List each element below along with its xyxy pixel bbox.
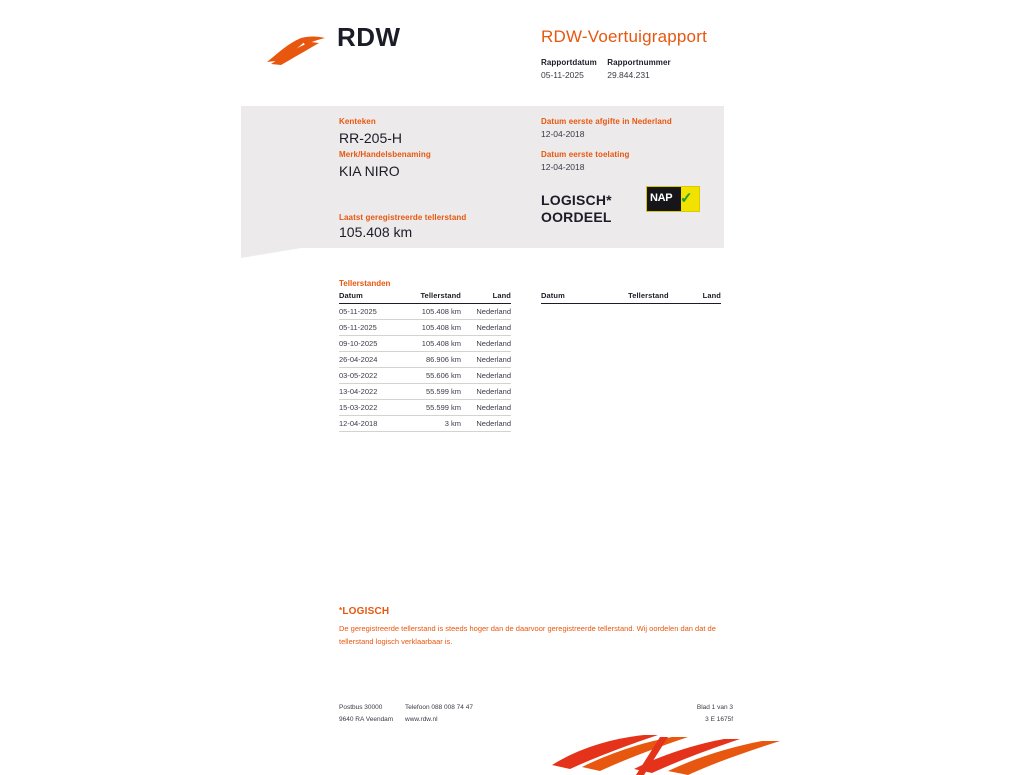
footer-address [339,702,403,726]
cell-land: Nederland [461,320,511,336]
col-datum: Datum [541,291,604,304]
footer-right [640,702,733,726]
col-tellerstand: Tellerstand [604,291,669,304]
footer-contact [405,702,525,726]
cell-land: Nederland [461,352,511,368]
cell-tellerstand: 105.408 km [399,336,461,352]
nap-logo [646,186,700,212]
cell-datum: 15-03-2022 [339,400,399,416]
cell-tellerstand: 55.606 km [399,368,461,384]
table-row [339,384,511,400]
rdw-logo-icon [265,34,333,68]
col-datum: Datum [339,291,399,304]
rdw-logo [265,22,505,72]
cell-datum: 09-10-2025 [339,336,399,352]
cell-tellerstand: 105.408 km [399,320,461,336]
tellerstanden-table-left [339,291,511,432]
cell-tellerstand: 86.906 km [399,352,461,368]
cell-datum: 03-05-2022 [339,368,399,384]
col-land: Land [461,291,511,304]
cell-datum: 13-04-2022 [339,384,399,400]
tellerstanden-table-right [541,291,721,304]
kenteken-label: Kenteken [339,117,376,126]
meta-rapportnummer-value: 29.844.231 [607,70,650,80]
footnote-title [339,606,389,617]
oordeel-block [541,192,612,226]
cell-datum: 05-11-2025 [339,320,399,336]
eerste-toelating-label: Datum eerste toelating [541,150,630,159]
cell-datum: 05-11-2025 [339,304,399,320]
merk-value: KIA NIRO [339,163,400,179]
report-title: RDW-Voertuigrapport [541,27,707,46]
check-icon: ✓ [680,190,693,207]
col-tellerstand: Tellerstand [399,291,461,304]
cell-tellerstand: 55.599 km [399,384,461,400]
oordeel-line-2: OORDEEL [541,209,612,225]
table-header-row [339,291,511,304]
rdw-wordmark: RDW [337,22,401,52]
report-meta [541,58,727,80]
oordeel-line-1: LOGISCH* [541,192,612,208]
table-row [339,368,511,384]
eerste-toelating-value: 12-04-2018 [541,162,585,172]
cell-tellerstand: 105.408 km [399,304,461,320]
kenteken-value: RR-205-H [339,130,403,146]
cell-land: Nederland [461,304,511,320]
table-row [339,400,511,416]
cell-land: Nederland [461,416,511,432]
table-header-row [541,291,721,304]
footer-phone: Telefoon 088 008 74 47 [405,704,473,711]
panel-notch [241,248,301,258]
summary-panel [241,106,724,248]
footer-address-line-2: 9640 RA Veendam [339,716,394,723]
table-row [339,352,511,368]
table-row [339,320,511,336]
cell-land: Nederland [461,336,511,352]
footnote-body: De geregistreerde tellerstand is steeds hoger dan de daarvoor geregistreerde tellerstand. Wij oordelen dan dat de tellerstand logisch verklaarbaar is. [339,624,716,646]
eerste-afgifte-value: 12-04-2018 [541,129,585,139]
tellerstand-value: 105.408 km [339,224,413,240]
footer-website[interactable]: www.rdw.nl [405,716,438,723]
cell-land: Nederland [461,368,511,384]
cell-tellerstand: 3 km [399,416,461,432]
bottom-decorative-graphic [548,735,788,775]
meta-rapportdatum-value: 05-11-2025 [541,70,584,80]
merk-label: Merk/Handelsbenaming [339,150,431,159]
meta-rapportnummer-label: Rapportnummer [607,58,671,67]
table-row [339,336,511,352]
eerste-afgifte-label: Datum eerste afgifte in Nederland [541,117,672,126]
page-info: Blad 1 van 3 [696,704,733,711]
footer-address-line-1: Postbus 30000 [339,704,383,711]
cell-land: Nederland [461,384,511,400]
cell-datum: 26-04-2024 [339,352,399,368]
meta-rapportnummer [607,58,727,80]
footnote-title-text: LOGISCH [342,606,390,617]
cell-datum: 12-04-2018 [339,416,399,432]
doc-code: 3 E 1675f [705,716,733,723]
tellerstanden-title: Tellerstanden [339,279,391,288]
nap-logo-text: NAP [650,192,673,204]
cell-tellerstand: 55.599 km [399,400,461,416]
table-row [339,304,511,320]
table-row [339,416,511,432]
cell-land: Nederland [461,400,511,416]
meta-rapportdatum [541,58,605,80]
col-land: Land [669,291,721,304]
meta-rapportdatum-label: Rapportdatum [541,58,597,67]
footnote-star: * [339,606,343,615]
tellerstand-label: Laatst geregistreerde tellerstand [339,213,467,222]
